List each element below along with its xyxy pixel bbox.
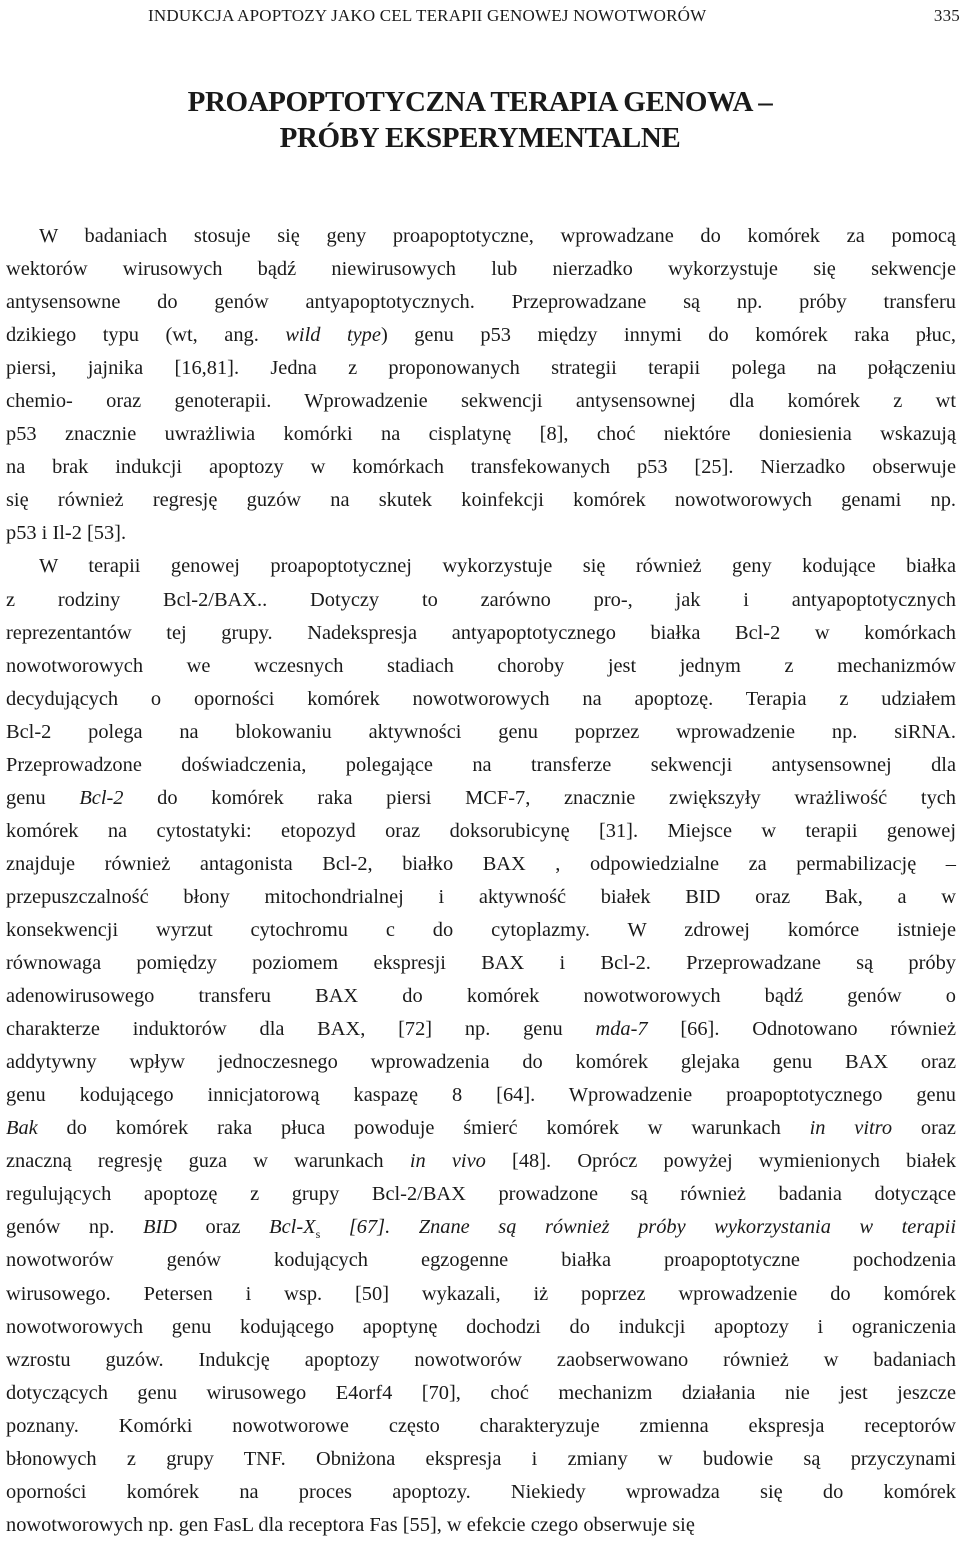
text-line [6,782,956,815]
section-title-line-1: PROAPOPTOTYCZNA TERAPIA GENOWA – [187,86,773,118]
text-line: wzrostu guzów. Indukcję apoptozy nowotworów zaobserwowano również w badaniach [6,1348,956,1371]
text-run: ) genu p53 między innymi do komórek raka płuc, [380,324,956,347]
text-run: charakterze induktorów dla BAX, [72] np. genu [6,1018,596,1041]
text-line: się również regresję guzów na skutek koinfekcji komórek nowotworowych genami np. [6,489,956,512]
text-line: W terapii genowej proapoptotycznej wykorzystuje się również geny kodujące białka [39,555,956,578]
text-line: decydujących o oporności komórek nowotworowych na apoptozę. Terapia z udziałem [6,687,956,710]
text-line: genu kodującego innicjatorową kaspazę 8 [64]. Wprowadzenie proapoptotycznego genu [6,1084,956,1107]
text-line: nowotworowych np. gen FasL dla receptora Fas [55], w efekcie czego obserwuje się [6,1513,695,1536]
italic-term: Bcl-2 [79,786,124,809]
text-line [6,1013,956,1046]
italic-term: [67]. Znane są również próby wykorzystania w terapii [320,1216,956,1239]
text-line: błonowych z grupy TNF. Obniżona ekspresja i zmiany w budowie są przyczynami [6,1447,956,1470]
text-line [6,1112,956,1145]
text-line: p53 znacznie uwrażliwia komórki na cisplatynę [8], choć niektóre doniesienia wskazują [6,423,956,446]
text-line: z rodziny Bcl-2/BAX.. Dotyczy to zarówno pro-, jak i antyapoptotycznych [6,588,956,611]
text-line: poznany. Komórki nowotworowe często charakteryzuje zmienna ekspresja receptorów [6,1414,956,1437]
text-line: W badaniach stosuje się geny proapoptotyczne, wprowadzane do komórek za pomocą [39,225,956,247]
text-line: piersi, jajnika [16,81]. Jedna z proponowanych strategii terapii polega na połączeniu [6,357,956,380]
text-line: addytywny wpływ jednoczesnego wprowadzenia do komórek glejaka genu BAX oraz [6,1051,956,1074]
italic-term: in vitro [809,1117,893,1140]
text-run: genu [6,786,80,809]
text-line: nowotworowych genu kodującego apoptynę dochodzi do indukcji apoptozy i ograniczenia [6,1315,956,1338]
text-run: oraz [892,1117,956,1140]
text-run: oraz [176,1216,270,1239]
section-heading [0,84,960,156]
text-line: nowotworów genów kodujących egzogenne białka proapoptotyczne pochodzenia [6,1249,956,1272]
text-line: komórek na cytostatyki: etopozyd oraz doksorubicynę [31]. Miejsce w terapii genowej [6,819,956,842]
text-line [6,1145,956,1178]
text-line: konsekwencji wyrzut cytochromu c do cytoplazmy. W zdrowej komórce istnieje [6,918,956,941]
italic-term: Bcl-X [269,1216,316,1239]
text-line: adenowirusowego transferu BAX do komórek nowotworowych bądź genów o [6,985,956,1008]
text-line: regulujących apoptozę z grupy Bcl-2/BAX prowadzone są również badania dotyczące [6,1183,956,1206]
text-line: chemio- oraz genoterapii. Wprowadzenie sekwencji antysensownej dla komórek z wt [6,390,956,413]
page-number: 335 [933,6,960,25]
running-header [148,6,960,28]
italic-term: wild type [285,324,381,347]
text-line: przepuszczalność błony mitochondrialnej i aktywność białek BID oraz Bak, a w [6,885,956,908]
text-line: Przeprowadzone doświadczenia, polegające na transferze sekwencji antysensownej dla [6,753,956,776]
italic-term: in vivo [409,1150,486,1173]
text-line: dotyczących genu wirusowego E4orf4 [70], choć mechanizm działania nie jest jeszcze [6,1381,956,1404]
text-run: genów np. [6,1216,143,1239]
text-run: do komórek raka piersi MCF-7, znacznie zwiększyły wrażliwość tych [123,786,957,809]
text-line: antysensowne do genów antyapoptotycznych. Przeprowadzane są np. próby transferu [6,291,956,314]
text-run: do komórek raka płuca powoduje śmierć komórek w warunkach [37,1117,810,1140]
italic-term: Bak [6,1117,38,1140]
italic-term: mda-7 [595,1018,648,1041]
text-line: znajduje również antagonista Bcl-2, białko BAX , odpowiedzialne za permabilizację – [6,852,956,875]
text-line: wirusowego. Petersen i wsp. [50] wykazali, iż poprzez wprowadzenie do komórek [6,1282,956,1305]
text-run: dzikiego typu (wt, ang. [6,324,286,347]
text-line [6,1211,956,1244]
text-run: [66]. Odnotowano również [647,1018,956,1041]
text-line: równowaga pomiędzy poziomem ekspresji BAX i Bcl-2. Przeprowadzane są próby [6,952,956,975]
text-run: znaczną regresję guza w warunkach [6,1150,410,1173]
text-line: oporności komórek na proces apoptozy. Niekiedy wprowadza się do komórek [6,1480,956,1503]
section-title-line-2: PRÓBY EKSPERYMENTALNE [279,122,681,154]
subscript: s [315,1227,321,1242]
text-line: na brak indukcji apoptozy w komórkach transfekowanych p53 [25]. Nierzadko obserwuje [6,456,956,479]
text-line: wektorów wirusowych bądź niewirusowych lub nierzadko wykorzystuje się sekwencje [6,258,956,281]
text-line: nowotworowych we wczesnych stadiach choroby jest jednym z mechanizmów [6,654,956,677]
text-run: [48]. Oprócz powyżej wymienionych białek [485,1150,957,1173]
text-line [6,319,956,352]
body-text [6,220,956,1542]
text-line: reprezentantów tej grupy. Nadekspresja antyapoptotycznego białka Bcl-2 w komórkach [6,621,956,644]
running-title: INDUKCJA APOPTOZY JAKO CEL TERAPII GENOWEJ NOWOTWORÓW [148,6,707,25]
text-line: Bcl-2 polega na blokowaniu aktywności genu poprzez wprowadzenie np. siRNA. [6,720,956,743]
text-line: p53 i Il-2 [53]. [6,522,127,545]
italic-term: BID [142,1216,177,1239]
